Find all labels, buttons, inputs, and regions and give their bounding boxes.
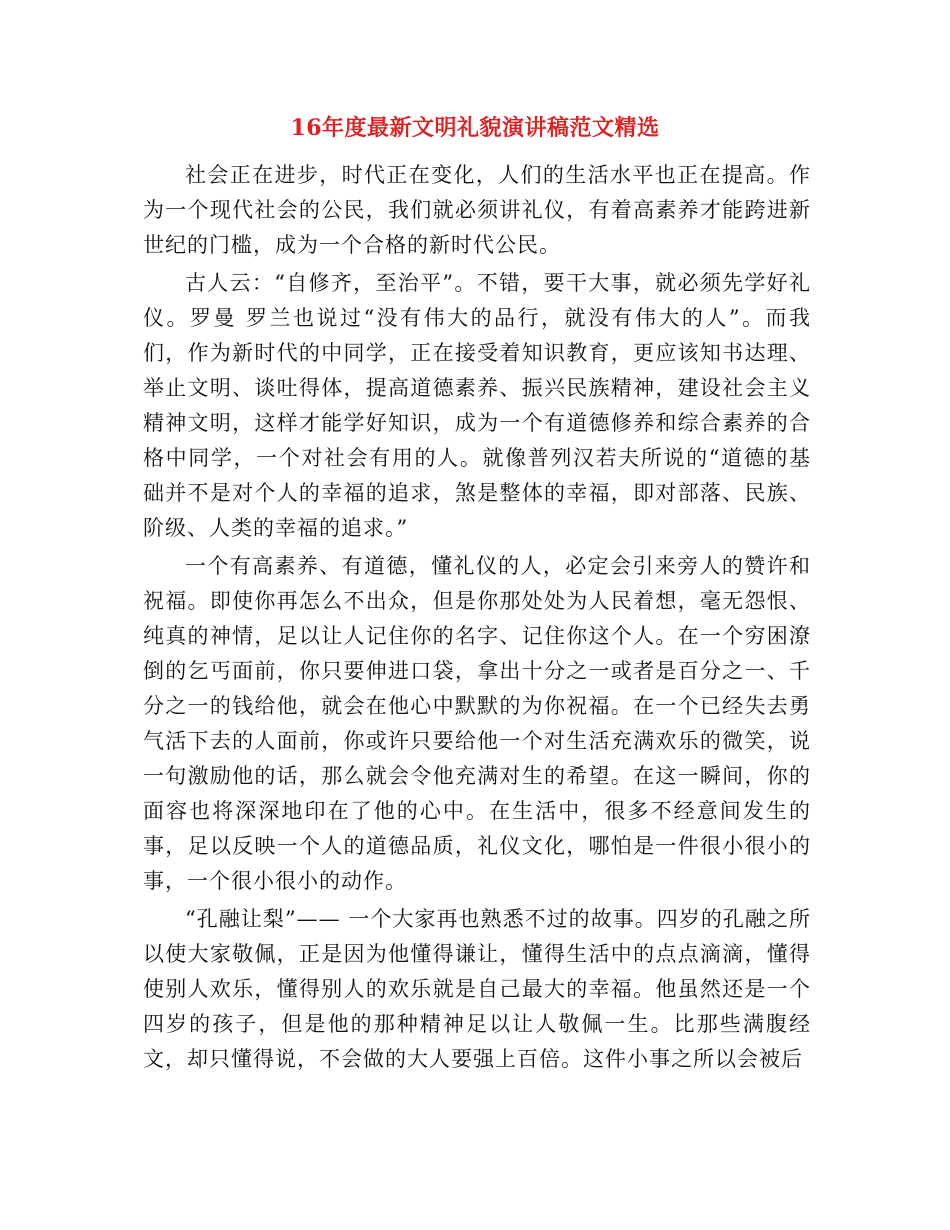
paragraph-2: 古人云：“自修齐，至治平”。不错，要干大事，就必须先学好礼仪。罗曼 罗兰也说过“没有伟大的品行，就没有伟大的人”。而我们，作为新时代的中同学，正在接受着知识教育，更应该知书达理、举止文明、谈吐得体，提高道德素养、振兴民族精神，建设社会主义精神文明，这样才能学好知识，成为一个有道德修养和综合素养的合格中同学，一个对社会有用的人。就像普列汉若夫所说的“道德的基础并不是对个人的幸福的追求，煞是整体的幸福，即对部落、民族、阶级、人类的幸福的追求。”: [143, 271, 811, 540]
paragraph-3: 一个有高素养、有道德，懂礼仪的人，必定会引来旁人的赞许和祝福。即使你再怎么不出众，但是你那处处为人民着想，毫无怨恨、纯真的神情，足以让人记住你的名字、记住你这个人。在一个穷困潦倒的乞丐面前，你只要伸进口袋，拿出十分之一或者是百分之一、千分之一的钱给他，就会在他心中默默的为你祝福。在一个已经失去勇气活下去的人面前，你或许只要给他一个对生活充满欢乐的微笑，说一句激励他的话，那么就会令他充满对生的希望。在这一瞬间，你的面容也将深深地印在了他的心中。在生活中，很多不经意间发生的事，足以反映一个人的道德品质，礼仪文化，哪怕是一件很小很小的事，一个很小很小的动作。: [143, 554, 811, 893]
document-title: 16年度最新文明礼貌演讲稿范文精选: [290, 115, 660, 141]
document-body: [143, 158, 811, 1080]
paragraph-1: 社会正在进步，时代正在变化，人们的生活水平也正在提高。作为一个现代社会的公民，我们就必须讲礼仪，有着高素养才能跨进新世纪的门槛，成为一个合格的新时代公民。: [143, 163, 811, 257]
paragraph-4: “孔融让梨”—— 一个大家再也熟悉不过的故事。四岁的孔融之所以使大家敬佩，正是因为他懂得谦让，懂得生活中的点点滴滴，懂得使别人欢乐，懂得别人的欢乐就是自己最大的幸福。他虽然还是一个四岁的孩子，但是他的那种精神足以让人敬佩一生。比那些满腹经文，却只懂得说，不会做的大人要强上百倍。这件小事之所以会被后: [143, 907, 811, 1071]
